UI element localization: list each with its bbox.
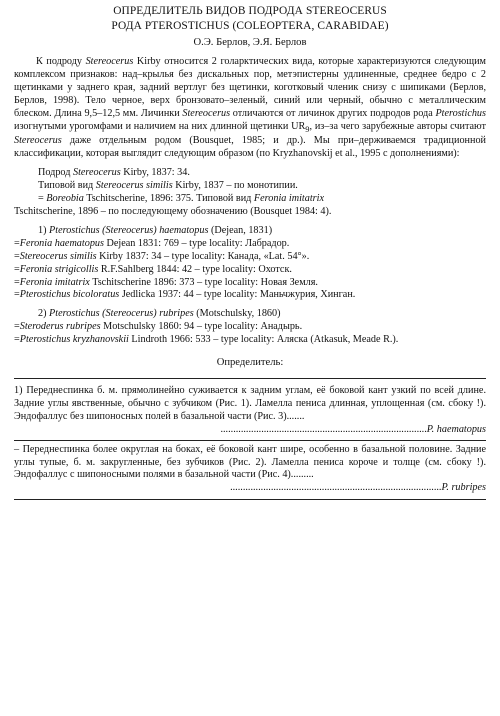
species-2-block xyxy=(14,308,486,347)
identification-key xyxy=(14,378,486,500)
species-2-heading: 2) Pterostichus (Stereocerus) rubripes (Motschulsky, 1860) xyxy=(38,308,281,320)
species-1-block xyxy=(14,225,486,302)
subgenus-line: Подрод Stereocerus Kirby, 1837: 34. xyxy=(38,167,190,179)
genus-name: Pterostichus xyxy=(435,107,486,119)
authors: О.Э. Берлов, Э.Я. Берлов xyxy=(193,37,307,48)
genus-name: Stereocerus xyxy=(182,107,231,119)
key-title: Определитель: xyxy=(216,357,284,369)
genus-name: Stereocerus xyxy=(85,56,134,67)
key-couplet-1: 1) Переднеспинка б. м. прямолинейно суживается к задним углам, её боковой кант узкий по всей длине. Задние углы явственные, обычно с зубчиком (Рис. 1). Ламелла пениса длинная, уплощенная (см. сбоку !). Эндофаллус без шипоносных полей в базальной части (Рис. 3)....... xyxy=(14,384,486,422)
boreobia-line: = Boreobia Tschitscherine, 1896: 375. Типовой вид Feronia imitatrix xyxy=(38,193,325,205)
synonym-line: =Feronia haematopus Dejean 1831: 769 – type locality: Лабрадор. xyxy=(14,237,290,249)
species-1-heading: 1) Pterostichus (Stereocerus) haematopus (Dejean, 1831) xyxy=(38,224,273,236)
key-couplet-2: – Переднеспинка более округлая на боках, её боковой кант шире, особенно в базальной половине. Задние углы тупые, б. м. закругленные, без зубчиков (Рис. 2). Ламелла пениса короче и толще (см. сбоку !). Эндофаллус с шипоносными полями в базальной части (Рис. 4)......... xyxy=(14,443,486,481)
title-line-1: ОПРЕДЕЛИТЕЛЬ ВИДОВ ПОДРОДА STEREOCERUS xyxy=(113,5,387,17)
couplet-divider xyxy=(14,440,486,441)
boreobia-line-cont: Tschitscherine, 1896 – по последующему обозначению (Bousquet 1984: 4). xyxy=(14,206,332,217)
synonym-line: =Pterostichus bicoloratus Jedlicka 1937: 44 – type locality: Маньчжурия, Хинган. xyxy=(14,289,356,301)
genus-name: Stereocerus xyxy=(14,135,62,147)
type-species-line: Типовой вид Stereocerus similis Kirby, 1837 – по монотипии. xyxy=(38,180,298,192)
intro-paragraph: К подроду Stereocerus Kirby относится 2 голарктических вида, которые характеризуются следующим комплексом признаков: над–крылья без дискальных пор, метэпистерны удлиненные, среднее бедро с 2 щетинками у заднего края, задний вертлуг без щетинки, коготковый членик снизу с шипиками (Берлов, Берлов, 1998). Тело черное, верх бронзовато–зеленый, синий или черный, обычно с металлическим блеском. Длина 9,5–12,5 мм. Личинки Stereocerus отличаются от личинок других подродов рода Pterostichus изогнутыми урогомфами и наличием на них длинной щетинки $UR_9$, из–за чего зарубежные авторы считают Stereocerus даже отдельным родом (Bousquet, 1985; и др.). Мы при–держиваемся традиционной классификации, которая выглядит следующим образом (по Kryzhanovskij et al., 1995 с дополнениями): xyxy=(14,56,487,160)
title-line-2: РОДА PTEROSTICHUS (COLEOPTERA, CARABIDAE) xyxy=(111,20,389,32)
synonymy-block xyxy=(14,167,486,219)
synonym-line: =Steroderus rubripes Motschulsky 1860: 94 – type locality: Анадырь. xyxy=(14,321,303,333)
synonym-line: =Pterostichus kryzhanovskii Lindroth 1966: 533 – type locality: Аляска (Atkasuk, Meade R.). xyxy=(14,334,399,346)
synonym-line: =Feronia imitatrix Tschitscherine 1896: 373 – type locality: Новая Земля. xyxy=(14,276,318,288)
synonym-line: =Stereocerus similis Kirby 1837: 34 – type locality: Канада, «Lat. 54°». xyxy=(14,250,310,262)
synonym-line: =Feronia strigicollis R.F.Sahlberg 1844: 42 – type locality: Охотск. xyxy=(14,263,292,275)
key-result-1: .................................................................................P. haematopus xyxy=(220,423,486,435)
key-result-2: ...................................................................................P. rubripes xyxy=(230,482,486,494)
